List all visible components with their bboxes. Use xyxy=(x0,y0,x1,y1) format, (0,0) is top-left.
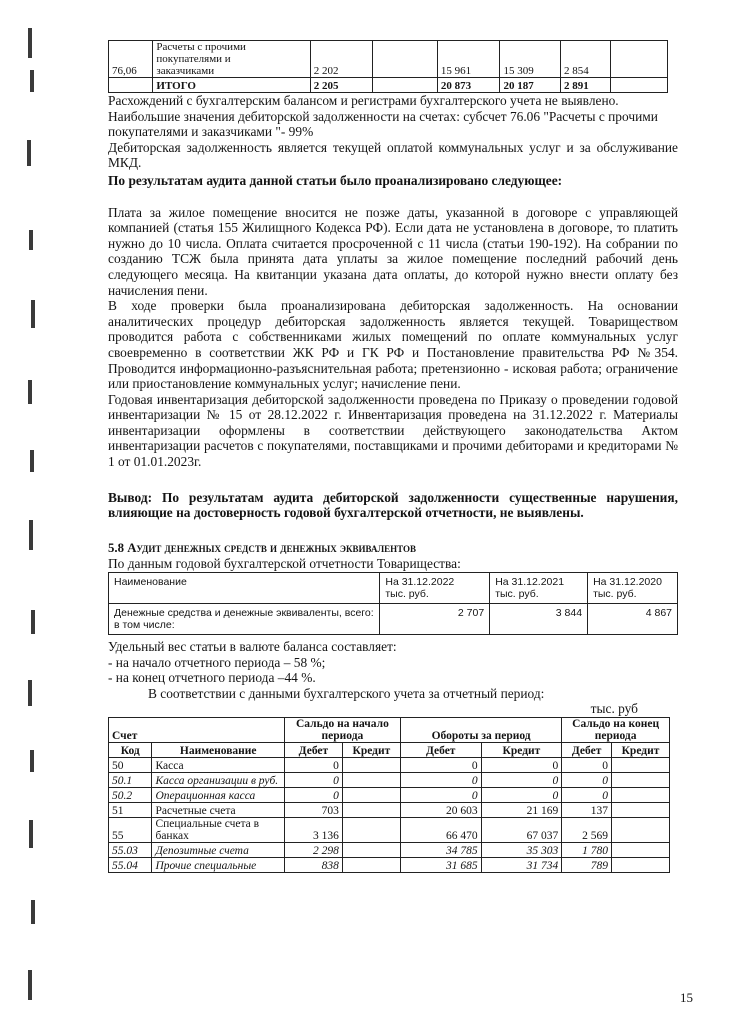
table-cell: 2 569 xyxy=(562,818,612,843)
table-cell: 66 470 xyxy=(400,818,481,843)
account-name: Депозитные счета xyxy=(152,843,284,858)
row-label: Денежные средства и денежные эквиваленты, всего: в том числе: xyxy=(109,604,380,635)
account-name: Расчетные счета xyxy=(152,803,284,818)
table-cell: 15 309 xyxy=(500,41,561,78)
table-cell xyxy=(342,788,400,803)
column-header: Сальдо на начало периода xyxy=(284,718,400,743)
table-row-total xyxy=(109,78,668,93)
column-header: Код xyxy=(109,743,152,758)
header-line: На 31.12.2022 xyxy=(385,576,455,589)
column-header xyxy=(109,573,380,604)
account-name xyxy=(153,41,310,78)
header-line: На 31.12.2020 xyxy=(593,576,662,589)
table-cell: 0 xyxy=(562,788,612,803)
table-cell: 31 734 xyxy=(481,858,562,873)
account-code: 50.1 xyxy=(109,773,152,788)
table-cell xyxy=(342,803,400,818)
account-name: Касса xyxy=(152,758,284,773)
column-header: Наименование xyxy=(152,743,284,758)
account-code: 55.03 xyxy=(109,843,152,858)
table-cell: 2 205 xyxy=(310,78,373,93)
units-label: тыс. руб xyxy=(590,701,638,717)
table-cell xyxy=(611,843,669,858)
account-code: 51 xyxy=(109,803,152,818)
account-code: 50.2 xyxy=(109,788,152,803)
table-row xyxy=(109,818,670,843)
table-cell: 15 961 xyxy=(437,41,500,78)
table-cell: 20 187 xyxy=(500,78,561,93)
table-row xyxy=(109,41,668,78)
table-cell: 0 xyxy=(284,788,342,803)
table-cell: 34 785 xyxy=(400,843,481,858)
column-header: Дебет xyxy=(284,743,342,758)
table-cell: 838 xyxy=(284,858,342,873)
table-cell xyxy=(611,41,668,78)
accounting-intro: В соответствии с данными бухгалтерского учета за отчетный период: xyxy=(148,685,545,701)
account-name: Прочие специальные xyxy=(152,858,284,873)
weight-line: Удельный вес статьи в валюте баланса составляет: xyxy=(108,639,397,655)
table-cell: 2 298 xyxy=(284,843,342,858)
section-title: 5.8 Аудит денежных средств и денежных эквивалентов xyxy=(108,540,417,555)
audit-heading: По результатам аудита данной статьи было проанализировано следующее: xyxy=(108,172,563,188)
table-cell xyxy=(611,773,669,788)
account-name: Касса организации в руб. xyxy=(152,773,284,788)
table-cell: 2 891 xyxy=(560,78,610,93)
table-cell: 31 685 xyxy=(400,858,481,873)
table-row xyxy=(109,843,670,858)
account-name: Операционная касса xyxy=(152,788,284,803)
name-line: заказчиками xyxy=(156,65,215,77)
ledger-body xyxy=(109,758,670,873)
table-cell: 0 xyxy=(481,773,562,788)
table-cell xyxy=(611,803,669,818)
name-line: Расчеты с прочими xyxy=(156,41,246,53)
table-cell xyxy=(342,773,400,788)
table-cell xyxy=(342,818,400,843)
header-line: На 31.12.2021 xyxy=(495,576,565,589)
table-cell: 0 xyxy=(400,773,481,788)
header-line: Наименование xyxy=(114,576,187,589)
paragraph: В ходе проверки была проанализирована дебиторская задолженность. На основании аналитических процедур дебиторская задолженность является текущей. Товариществом проводится работа с собственниками жилых помещений по оплате коммунальных услуг своевременно в соответствии ЖК РФ и ГК РФ и Постановление правительства РФ №354. Проводится информационно-разъяснительная работа; претензионно - исковая работа; ограничение или приостановление коммунальных услуг; начисление пени. xyxy=(108,298,678,392)
table-cell: 0 xyxy=(400,788,481,803)
receivables-table xyxy=(108,40,668,93)
table-cell xyxy=(342,858,400,873)
table-cell: 0 xyxy=(284,758,342,773)
cash-table xyxy=(108,572,678,635)
column-header: Кредит xyxy=(342,743,400,758)
column-header: Дебет xyxy=(400,743,481,758)
table-cell: 703 xyxy=(284,803,342,818)
table-cell: 0 xyxy=(481,758,562,773)
table-cell xyxy=(342,758,400,773)
table-cell xyxy=(373,78,438,93)
table-cell: 2 854 xyxy=(560,41,610,78)
table-cell xyxy=(611,858,669,873)
table-cell: 0 xyxy=(562,773,612,788)
table-cell xyxy=(342,843,400,858)
account-name: Специальные счета в банках xyxy=(152,818,284,843)
page-number: 15 xyxy=(680,990,693,1005)
account-name: ИТОГО xyxy=(153,78,310,93)
table-cell: 2 202 xyxy=(310,41,373,78)
table-cell: 67 037 xyxy=(481,818,562,843)
table-cell: 789 xyxy=(562,858,612,873)
table-cell: 20 603 xyxy=(400,803,481,818)
section-intro: По данным годовой бухгалтерской отчетности Товарищества: xyxy=(108,556,461,572)
table-cell xyxy=(611,758,669,773)
table-row xyxy=(109,858,670,873)
table-cell xyxy=(373,41,438,78)
table-cell xyxy=(611,788,669,803)
table-row xyxy=(109,788,670,803)
table-cell: 0 xyxy=(481,788,562,803)
column-header: Дебет xyxy=(562,743,612,758)
binding-edge xyxy=(0,0,40,1024)
table-row xyxy=(109,758,670,773)
column-header: Кредит xyxy=(611,743,669,758)
table-header-row xyxy=(109,718,670,743)
header-line: тыс. руб. xyxy=(593,588,637,601)
account-code: 76,06 xyxy=(109,41,153,78)
table-cell: 0 xyxy=(562,758,612,773)
paragraph: Плата за жилое помещение вносится не позже даты, указанной в договоре с управляющей компанией (статья 155 Жилищного Кодекса РФ). Если дата не установлена в договоре, то платить нужно до 10 числа. Оплата считается просроченной с 11 числа (статьи 190-192). На собрании по созданию ТСЖ была принята дата уплаты за жилое помещение последний рабочий день следующего месяца. На квитанции указана дата оплаты, до которой нужно внести оплату без начисления пени. xyxy=(108,204,678,298)
column-header xyxy=(588,573,678,604)
table-cell: 2 707 xyxy=(380,604,490,635)
table-row xyxy=(109,604,678,635)
document-page xyxy=(108,40,678,873)
table-cell: 35 303 xyxy=(481,843,562,858)
table-header-row xyxy=(109,743,670,758)
paragraph: Годовая инвентаризация дебиторской задолженности проведена по Приказу о проведении годовой инвентаризации № 15 от 28.12.2022 г. Инвентаризация проведена на 31.12.2022 г. Материалы инвентаризации оформлены в соответствии действующего законодательства Актом инвентаризации расчетов с покупателями, поставщиками и прочими дебиторами и кредиторами № 1 от 01.01.2023г. xyxy=(108,391,678,470)
table-row xyxy=(109,773,670,788)
table-row xyxy=(109,803,670,818)
table-cell: 1 780 xyxy=(562,843,612,858)
table-cell: 0 xyxy=(400,758,481,773)
account-code xyxy=(109,78,153,93)
paragraph: Дебиторская задолженность является текущей оплатой коммунальных услуг и за обслуживание МКД. xyxy=(108,139,678,171)
weight-line: - на конец отчетного периода –44 %. xyxy=(108,670,316,686)
ledger-table xyxy=(108,717,670,873)
column-header: Кредит xyxy=(481,743,562,758)
column-header: Обороты за период xyxy=(400,718,561,743)
table-cell: 0 xyxy=(284,773,342,788)
column-header: Счет xyxy=(109,718,285,743)
weight-line: - на начало отчетного периода – 58 %; xyxy=(108,654,326,670)
account-code: 55.04 xyxy=(109,858,152,873)
table-cell: 3 136 xyxy=(284,818,342,843)
table-cell: 20 873 xyxy=(437,78,500,93)
paragraph: Наибольшие значения дебиторской задолженности на счетах: субсчет 76.06 "Расчеты с прочими покупателями и заказчиками "- 99% xyxy=(108,108,658,140)
paragraph: Расхождений с бухгалтерским балансом и регистрами бухгалтерского учета не выявлено. xyxy=(108,93,619,108)
table-cell: 4 867 xyxy=(588,604,678,635)
table-cell: 21 169 xyxy=(481,803,562,818)
header-line: тыс. руб. xyxy=(385,588,429,601)
column-header: Сальдо на конец периода xyxy=(562,718,670,743)
table-cell xyxy=(611,818,669,843)
header-line: тыс. руб. xyxy=(495,588,539,601)
account-code: 55 xyxy=(109,818,152,843)
table-cell: 3 844 xyxy=(490,604,588,635)
column-header xyxy=(490,573,588,604)
table-header-row xyxy=(109,573,678,604)
column-header xyxy=(380,573,490,604)
account-code: 50 xyxy=(109,758,152,773)
table-cell: 137 xyxy=(562,803,612,818)
name-line: покупателями и xyxy=(156,53,231,65)
table-cell xyxy=(611,78,668,93)
conclusion: Вывод: По результатам аудита дебиторской задолженности существенные нарушения, влияющие на достоверность годовой бухгалтерской отчетности, не выявлены. xyxy=(108,489,678,521)
